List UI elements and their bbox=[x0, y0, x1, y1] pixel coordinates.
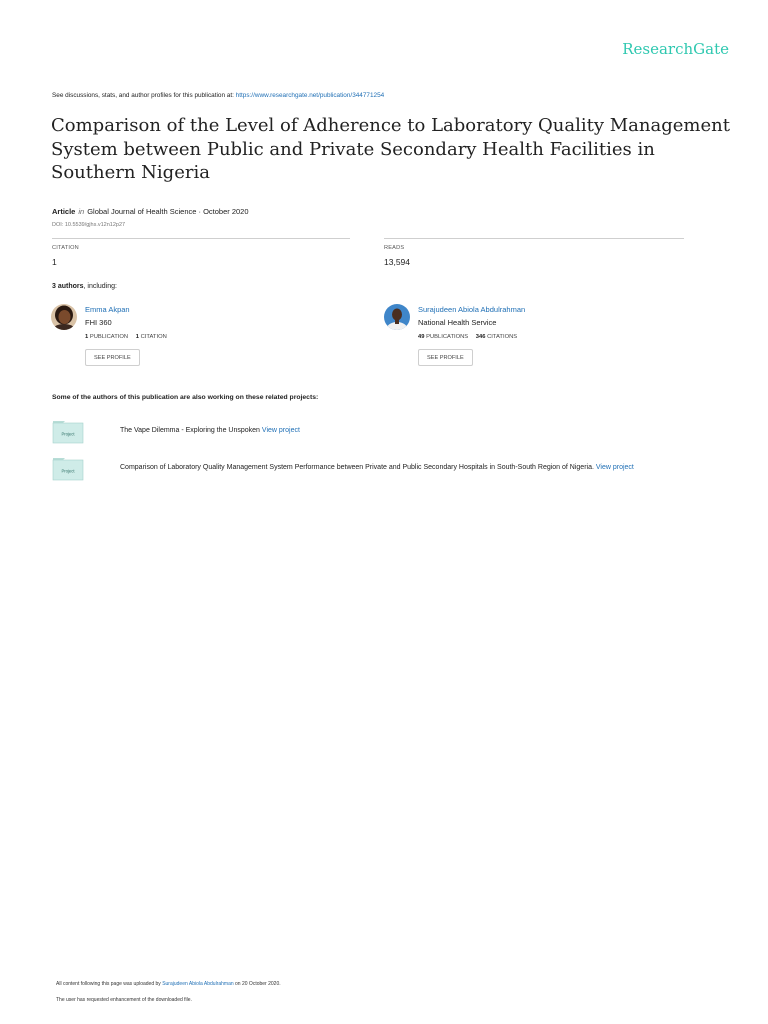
avatar-image bbox=[384, 304, 410, 330]
author-institution: FHI 360 bbox=[85, 318, 112, 327]
project-folder-label: Project bbox=[61, 468, 75, 474]
project-title: The Vape Dilemma - Exploring the Unspoken bbox=[120, 427, 260, 434]
divider-left bbox=[52, 238, 350, 239]
author-name-link[interactable]: Emma Akpan bbox=[85, 305, 130, 314]
publication-label: PUBLICATIONS bbox=[426, 334, 469, 340]
see-profile-button[interactable]: SEE PROFILE bbox=[85, 349, 140, 366]
project-line bbox=[120, 464, 634, 471]
publication-count: 1 bbox=[85, 334, 89, 340]
uploader-link[interactable]: Surajudeen Abiola Abdulrahman bbox=[162, 981, 234, 987]
see-profile-button[interactable]: SEE PROFILE bbox=[418, 349, 473, 366]
researchgate-logo[interactable]: ResearchGate bbox=[622, 40, 729, 58]
enhancement-note: The user has requested enhancement of the downloaded file. bbox=[56, 997, 192, 1003]
author-card-emma-akpan bbox=[51, 304, 351, 374]
article-type: Article bbox=[52, 207, 76, 216]
citation-label: CITATION bbox=[140, 334, 167, 340]
in-label: in bbox=[78, 207, 85, 216]
related-project-item bbox=[52, 457, 752, 481]
project-line bbox=[120, 427, 300, 434]
view-project-link[interactable]: View project bbox=[261, 427, 300, 434]
authors-heading-rest: , including: bbox=[83, 283, 117, 290]
author-card-surajudeen-abdulrahman bbox=[384, 304, 684, 374]
project-folder-icon bbox=[52, 457, 84, 481]
citation-count: 1 bbox=[135, 334, 139, 340]
reads-count: 13,594 bbox=[384, 257, 410, 267]
journal-info: Global Journal of Health Science · October 2020 bbox=[87, 207, 249, 216]
discussion-text: See discussions, stats, and author profiles for this publication at: bbox=[52, 92, 234, 99]
citation-label: CITATIONS bbox=[487, 334, 518, 340]
citation-count: 346 bbox=[475, 334, 486, 340]
author-institution: National Health Service bbox=[418, 318, 497, 327]
project-folder-label: Project bbox=[61, 431, 75, 437]
publication-label: PUBLICATION bbox=[89, 334, 129, 340]
view-project-link[interactable]: View project bbox=[595, 464, 634, 471]
author-stats bbox=[418, 334, 517, 340]
author-name-link[interactable]: Surajudeen Abiola Abdulrahman bbox=[418, 305, 526, 314]
discussion-line bbox=[52, 92, 384, 99]
divider-right bbox=[384, 238, 684, 239]
upload-suffix: on 20 October 2020. bbox=[235, 981, 281, 987]
publication-title: Comparison of the Level of Adherence to Laboratory Quality Management System between Public and Private Secondary Health Facilities in Southern Nigeria bbox=[51, 115, 730, 183]
related-projects-heading: Some of the authors of this publication are also working on these related projects: bbox=[52, 394, 319, 401]
publication-count: 49 bbox=[418, 334, 425, 340]
avatar[interactable] bbox=[51, 304, 77, 330]
publication-url-link[interactable]: https://www.researchgate.net/publication/344771254 bbox=[235, 92, 385, 99]
citation-label: CITATION bbox=[52, 245, 79, 251]
author-stats bbox=[85, 334, 167, 340]
related-project-item bbox=[52, 420, 752, 444]
upload-note bbox=[56, 981, 281, 987]
reads-label: READS bbox=[384, 245, 405, 251]
project-folder-icon bbox=[52, 420, 84, 444]
authors-count: 3 authors bbox=[52, 283, 84, 290]
upload-prefix: All content following this page was uploaded by bbox=[56, 981, 161, 987]
citation-count: 1 bbox=[52, 257, 57, 267]
avatar[interactable] bbox=[384, 304, 410, 330]
avatar-image bbox=[51, 304, 77, 330]
doi: DOI: 10.5539/gjhs.v12n12p27 bbox=[52, 222, 126, 228]
authors-heading bbox=[52, 283, 117, 290]
project-title: Comparison of Laboratory Quality Management System Performance between Private and Public Secondary Hospitals in South-South Region of Nigeria. bbox=[120, 464, 594, 471]
publication-meta bbox=[52, 207, 249, 216]
